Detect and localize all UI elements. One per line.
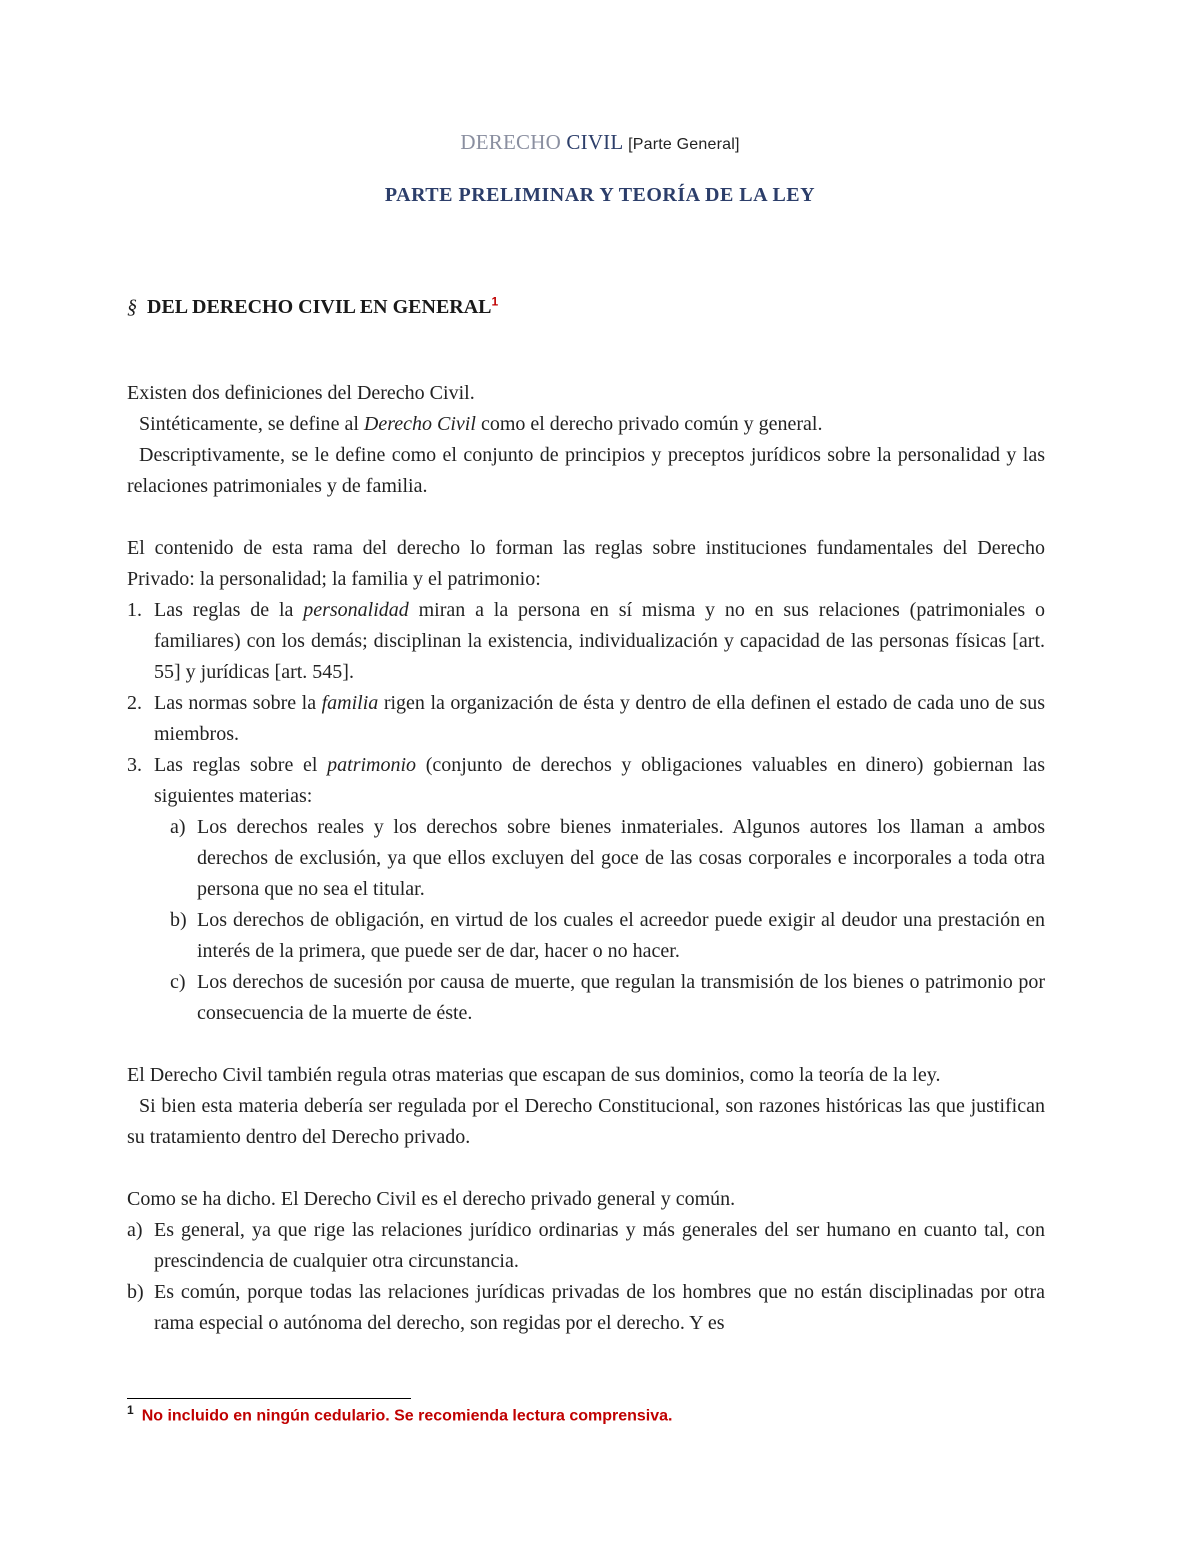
list-emphasis: personalidad — [303, 599, 409, 621]
list-text: rigen la organización de ésta y dentro de ella definen el estado de cada uno de sus miembros. — [154, 692, 1045, 745]
section-heading — [127, 296, 498, 319]
list-text: Las reglas de la — [154, 599, 304, 621]
list-text: (conjunto de derechos y obligaciones valuables en dinero) gobiernan las siguientes materias: — [154, 754, 1046, 807]
footnote — [127, 1403, 672, 1425]
list-text: Es general, ya que rige las relaciones jurídico ordinarias y más generales del ser humano en cuanto tal, con prescindencia de cualquier otra circunstancia. — [154, 1219, 1045, 1272]
list-emphasis: patrimonio — [327, 754, 417, 776]
section-heading-text: DEL DERECHO CIVIL EN GENERAL — [147, 296, 492, 318]
list-number: 1. — [127, 599, 142, 621]
paragraph-gap — [127, 502, 1045, 533]
list-emphasis: familia — [321, 692, 379, 714]
general-list — [127, 1215, 1045, 1339]
list-item — [127, 1215, 1045, 1277]
sublist-item — [170, 812, 1045, 905]
intro-p2-emphasis: Derecho Civil — [363, 413, 476, 435]
footnote-separator — [127, 1398, 411, 1399]
footnote-reference[interactable]: 1 — [491, 294, 499, 309]
header-bracket: [Parte General] — [628, 136, 740, 153]
document-header — [0, 130, 1200, 155]
other-paragraph-1: El Derecho Civil también regula otras materias que escapan de sus dominios, como la teoría de la ley. — [127, 1064, 941, 1086]
footnote-mark: 1 — [127, 1403, 134, 1417]
document-subtitle: PARTE PRELIMINAR Y TEORÍA DE LA LEY — [384, 184, 816, 206]
list-item — [127, 1277, 1045, 1339]
sublist-item — [170, 967, 1045, 1029]
intro-paragraph-2 — [127, 409, 1045, 440]
sublist-text: Los derechos de obligación, en virtud de los cuales el acreedor puede exigir al deudor una prestación en interés de la primera, que puede ser de dar, hacer o no hacer. — [197, 909, 1045, 962]
list-number: 2. — [127, 692, 142, 714]
patrimonio-sublist — [170, 812, 1045, 1029]
sublist-item — [170, 905, 1045, 967]
sublist-text: Los derechos de sucesión por causa de muerte, que regulan la transmisión de los bienes o patrimonio por consecuencia de la muerte de éste. — [197, 971, 1045, 1024]
content-lead: El contenido de esta rama del derecho lo forman las reglas sobre instituciones fundamentales del Derecho Privado: la personalidad; la familia y el patrimonio: — [127, 537, 1045, 590]
other-paragraph-2: Si bien esta materia debería ser regulada por el Derecho Constitucional, son razones históricas las que justifican su tratamiento dentro del Derecho privado. — [127, 1095, 1045, 1148]
sublist-label: c) — [170, 971, 186, 993]
sublist-label: a) — [170, 816, 186, 838]
list-item — [127, 595, 1045, 688]
paragraph-gap — [127, 1153, 1045, 1184]
intro-paragraph-3: Descriptivamente, se le define como el conjunto de principios y preceptos jurídicos sobre la personalidad y las relaciones patrimoniales y de familia. — [127, 444, 1045, 497]
header-title-light: DERECHO — [460, 130, 561, 154]
footnote-text: No incluido en ningún cedulario. Se recomienda lectura comprensiva. — [141, 1407, 673, 1425]
list-number: 3. — [127, 754, 142, 776]
list-text: miran a la persona en sí misma y no en sus relaciones (patrimoniales o familiares) con los demás; disciplinan la existencia, individualización y capacidad de las personas físicas [art. 55] y jurídicas [art. 545]. — [154, 599, 1045, 683]
paragraph-gap — [127, 1029, 1045, 1060]
list-item — [127, 688, 1045, 750]
intro-p2-text-a: Sintéticamente, se define al — [139, 413, 364, 435]
list-item — [127, 750, 1045, 812]
header-title-strong: CIVIL — [566, 130, 623, 154]
list-text: Las reglas sobre el — [154, 754, 328, 776]
sublist-label: b) — [170, 909, 187, 931]
list-label: a) — [127, 1219, 143, 1241]
intro-paragraph-1: Existen dos definiciones del Derecho Civil. — [127, 382, 475, 404]
intro-p2-text-b: como el derecho privado común y general. — [475, 413, 823, 435]
section-sign: § — [127, 296, 137, 318]
general-lead: Como se ha dicho. El Derecho Civil es el derecho privado general y común. — [127, 1188, 736, 1210]
list-text: Las normas sobre la — [154, 692, 322, 714]
list-label: b) — [127, 1281, 144, 1303]
document-body — [127, 378, 1045, 1339]
list-text: Es común, porque todas las relaciones jurídicas privadas de los hombres que no están disciplinadas por otra rama especial o autónoma del derecho, son regidas por el derecho. Y es — [154, 1281, 1045, 1334]
content-list — [127, 595, 1045, 812]
sublist-text: Los derechos reales y los derechos sobre bienes inmateriales. Algunos autores los llaman a ambos derechos de exclusión, ya que ellos excluyen del goce de las cosas corporales e incorporales a toda otra persona que no sea el titular. — [197, 816, 1045, 900]
